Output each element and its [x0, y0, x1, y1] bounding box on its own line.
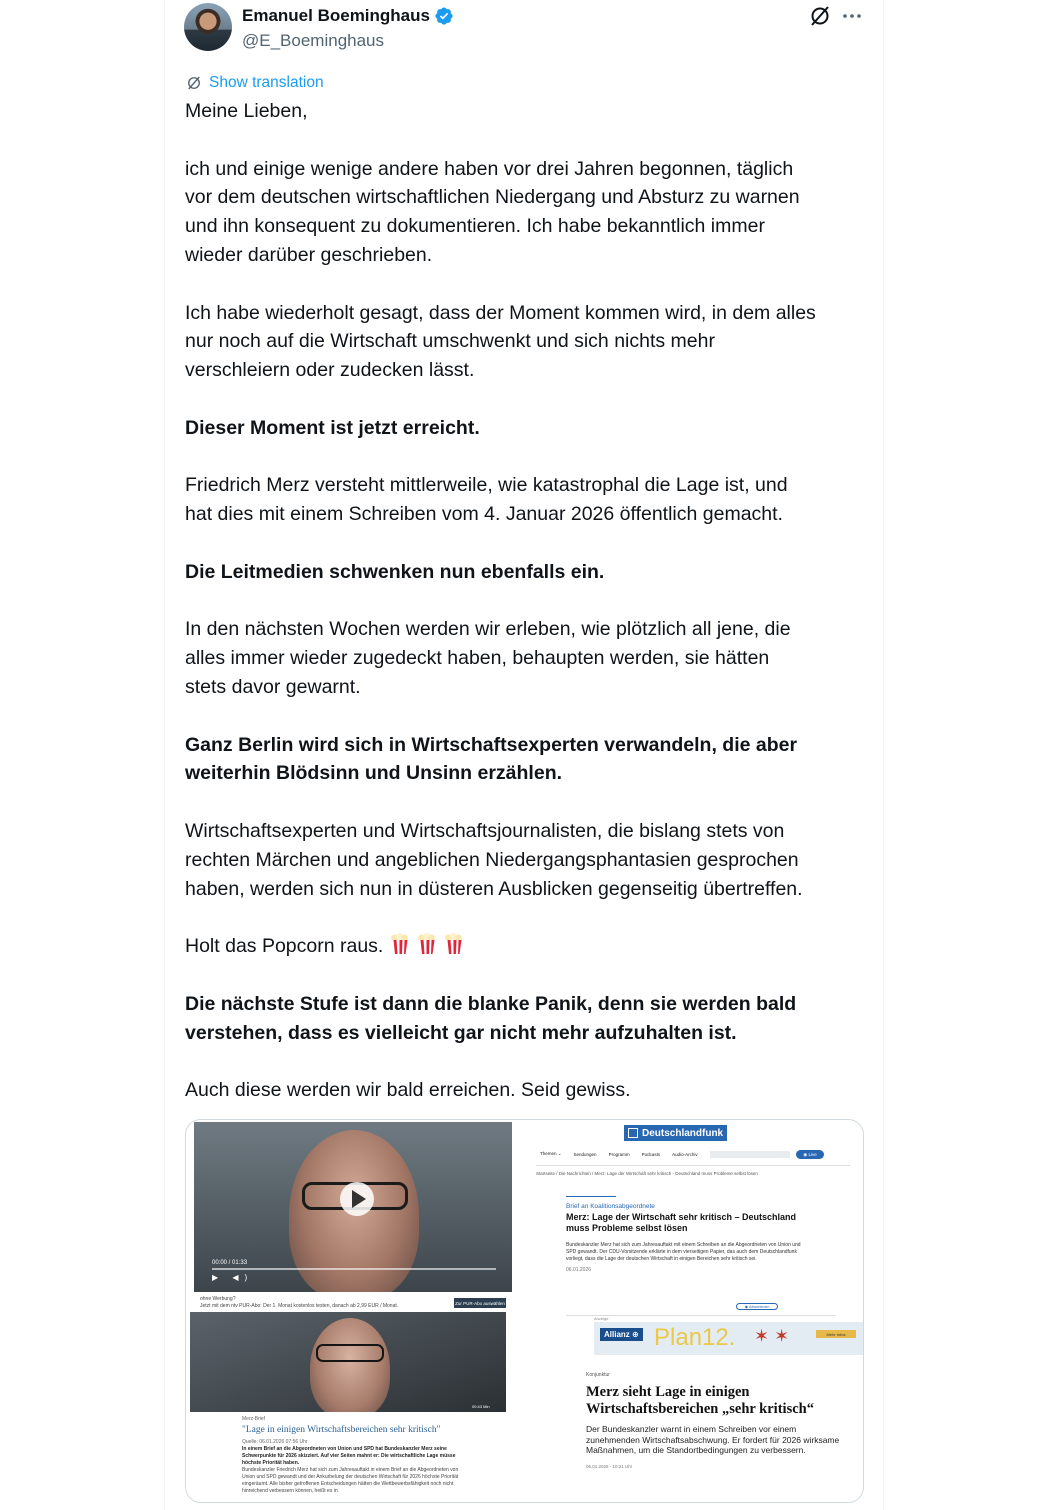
dlf-article — [566, 1196, 806, 1274]
media-image-ntv[interactable] — [186, 1120, 520, 1503]
dlf-search-bar — [710, 1151, 790, 1158]
author-name-row[interactable] — [242, 6, 454, 26]
photo-merz — [190, 1312, 506, 1412]
dlf-article-lead: Bundeskanzler Merz hat sich zum Jahresauftakt mit einem Schreiben an die Abgeordneten von Union und SPD gewandt. Der CDU-Vorsitzende erklärte in dem vierseitigen Papier, das auch dem Deutschlandfunk vorliegt, dass die Lage der deutschen Wirtschaft in einigen Bereichen sehr kritisch sei. — [566, 1242, 801, 1262]
tweet-paragraph-bold: Ganz Berlin wird sich in Wirtschaftsexperten verwandeln, die aber weiterhin Blödsinn und Unsinn erzählen. — [185, 733, 798, 785]
ntv-article-body: Bundeskanzler Friedrich Merz hat sich zum Jahresauftakt in einem Brief an die Abgeordneten von Union und SPD gewandt und der Ankurbelung der deutschen Wirtschaft für 2026 höchste Priorität eingeräumt. Alle bisher getroffenen Entscheidungen hätten die Wettbewerbsfähigkeit noch nicht hinreichend verbessern können, heißt es in — [242, 1467, 459, 1494]
pur-button[interactable]: Zur PUR-Abo auswählen — [454, 1298, 506, 1308]
tweet-paragraph: In den nächsten Wochen werden wir erleben, wie plötzlich all jene, die alles immer wieder zugedeckt haben, behaupten werden, sie hätten stets davor gewarnt. — [185, 618, 791, 698]
photo-duration-badge: 00:43 Min — [472, 1404, 490, 1409]
tweet-text — [185, 97, 870, 1134]
dlf-nav-item: Audio-Archiv — [672, 1151, 698, 1157]
dlf-article-rule — [566, 1196, 616, 1197]
dlf-divider — [536, 1165, 850, 1166]
video-time: 00:00 / 01:33 — [212, 1260, 248, 1266]
dlf-live-button: ◉ Live — [796, 1150, 824, 1159]
portrait-image-2 — [310, 1318, 390, 1412]
second-article-kicker: Konjunktur — [586, 1372, 610, 1378]
ntv-article-date: Quelle: 06.01.2026 07:56 Uhr — [242, 1439, 308, 1445]
video-player[interactable] — [194, 1122, 512, 1292]
tweet-paragraph: Ich habe wiederholt gesagt, dass der Moment kommen wird, in dem alles nur noch auf die Wirtschaft umschwenkt und sich nichts mehr verschleiern oder zudecken lässt. — [185, 301, 816, 382]
ad-brand: Allianz ⊕ — [600, 1328, 643, 1341]
dlf-article-kicker: Brief an Koalitionsabgeordnete — [566, 1203, 655, 1210]
dlf-article-date: 06.01.2026 — [566, 1267, 592, 1273]
show-translation-label[interactable]: Show translation — [209, 74, 324, 91]
ntv-article — [242, 1416, 462, 1495]
pur-promo — [200, 1296, 398, 1310]
ad-title: Plan12. — [654, 1324, 736, 1351]
ad-label: Anzeige — [594, 1316, 609, 1321]
second-article — [586, 1372, 846, 1469]
dlf-brand: Deutschlandfunk — [642, 1127, 724, 1139]
show-translation-link[interactable] — [185, 74, 324, 92]
dlf-nav-item: Programm — [608, 1151, 630, 1157]
portrait-glasses-2 — [316, 1344, 384, 1362]
author-display-name[interactable]: Emanuel Boeminghaus — [242, 6, 430, 25]
tweet-paragraph-bold: Dieser Moment ist jetzt erreicht. — [185, 416, 480, 439]
dlf-nav-item: Podcasts — [641, 1151, 661, 1157]
second-article-date: 06.01.2026 - 10:21 Uhr — [586, 1463, 633, 1469]
tweet-paragraph: Auch diese werden wir bald erreichen. Seid gewiss. — [185, 1079, 631, 1102]
dlf-nav — [540, 1151, 698, 1157]
dlf-logo — [624, 1125, 727, 1141]
tweet-paragraph: Wirtschaftsexperten und Wirtschaftsjournalisten, die bislang stets von rechten Märchen und angeblichen Niedergangsphantasien gesprochen haben, werden sich nun in düsteren Ausblicken gegenseitig übertreffen. — [185, 819, 803, 900]
pur-promo-title: ohne Werbung? — [200, 1296, 236, 1302]
tweet-paragraph-bold: Die nächste Stufe ist dann die blanke Panik, denn sie werden bald verstehen, dass es vielleicht gar nicht mehr aufzuhalten ist. — [185, 992, 797, 1044]
dlf-nav-item: Sendungen — [573, 1151, 597, 1157]
translate-icon — [185, 74, 203, 92]
popcorn-icon — [416, 933, 437, 955]
popcorn-icon — [389, 933, 410, 955]
dlf-breadcrumb: Startseite / Die Nachrichten / Merz: Lage der Wirtschaft sehr kritisch - Deutschland muss Probleme selbst lösen — [536, 1171, 758, 1176]
popcorn-icon — [443, 933, 464, 955]
author-avatar[interactable] — [184, 3, 232, 51]
ad-button: Mehr Infos — [816, 1330, 856, 1338]
pur-promo-text: Jetzt mit dem ntv PUR-Abo: Der 1. Monat kostenlos testen, danach ab 2,99 EUR / Monat. — [200, 1303, 399, 1309]
ntv-article-kicker: Merz-Brief — [242, 1416, 266, 1422]
dlf-nav-item: Themen ⌄ — [540, 1151, 562, 1156]
tweet-paragraph-bold: Die Leitmedien schwenken nun ebenfalls ein. — [185, 560, 605, 583]
dlf-logo-icon — [628, 1128, 638, 1138]
media-attachment[interactable] — [185, 1119, 864, 1503]
ntv-article-lead: In einem Brief an die Abgeordneten von Union und SPD hat Bundeskanzler Merz seine Schwerpunkte für 2026 skizziert. Auf vier Seiten mahnt er: Die wirtschaftliche Lage müsse höchste Priorität haben. — [242, 1446, 456, 1466]
allianz-ad — [594, 1322, 864, 1355]
author-handle[interactable]: @E_Boeminghaus — [242, 31, 385, 50]
more-dots-icon[interactable] — [840, 4, 864, 28]
grok-icon[interactable] — [808, 4, 832, 28]
second-article-lead: Der Bundeskanzler warnt in einem Schreiben vor einem zunehmenden Wirtschaftsabschwung. Er fordert für 2026 wirksame Maßnahmen, um die Standortbedingungen zu verbessern. — [586, 1424, 840, 1455]
play-icon[interactable] — [340, 1182, 374, 1216]
verified-badge-icon — [434, 6, 454, 26]
dlf-subscribe-button: ◉ Abonnieren — [736, 1303, 778, 1310]
dlf-article-headline: Merz: Lage der Wirtschaft sehr kritisch – Deutschland muss Probleme selbst lösen — [566, 1212, 796, 1233]
tweet-paragraph-popcorn — [185, 932, 870, 961]
ntv-article-headline: "Lage in einigen Wirtschaftsbereichen sehr kritisch" — [242, 1425, 441, 1435]
video-controls[interactable]: ▶ ◀) — [212, 1273, 254, 1282]
media-image-dlf[interactable] — [522, 1120, 864, 1503]
tweet-paragraph: Friedrich Merz versteht mittlerweile, wie katastrophal die Lage ist, und hat dies mit einem Schreiben vom 4. Januar 2026 öffentlich gemacht. — [185, 474, 788, 526]
popcorn-text: Holt das Popcorn raus. — [185, 935, 384, 958]
video-progress-bar[interactable] — [212, 1268, 496, 1270]
tweet-paragraph: ich und einige wenige andere haben vor drei Jahren begonnen, täglich vor dem deutschen wirtschaftlichen Niedergang und Absturz zu warnen und ihn konsequent zu dokumentieren. Ich habe bekanntlich immer wieder darüber geschrieben. — [185, 157, 800, 266]
second-article-headline: Merz sieht Lage in einigen Wirtschaftsbereichen „sehr kritisch“ — [586, 1384, 814, 1417]
ad-figures-icon: ✶ ✶ — [754, 1326, 790, 1346]
tweet-paragraph: Meine Lieben, — [185, 100, 308, 122]
